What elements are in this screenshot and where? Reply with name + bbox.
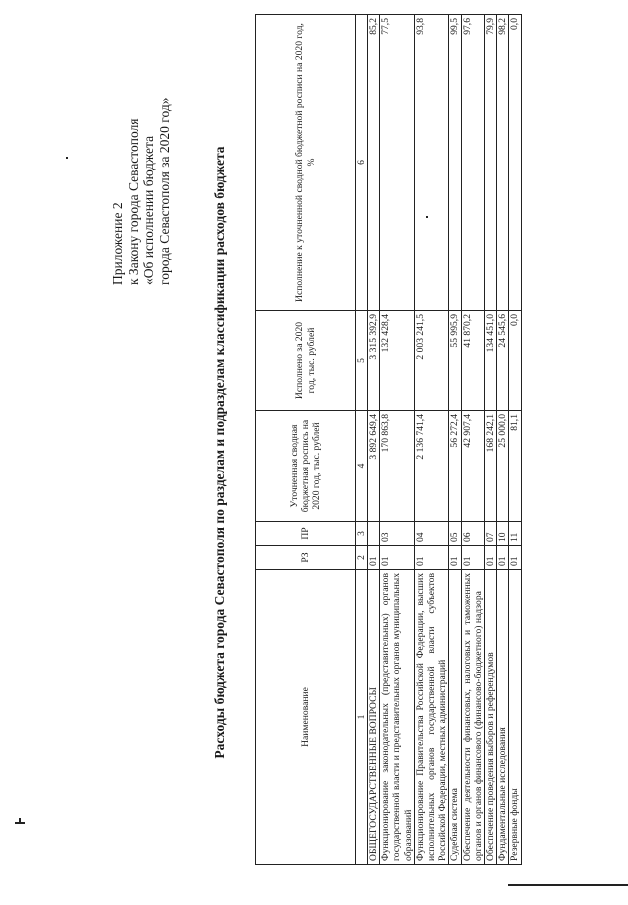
- row-percent: 99,5: [449, 15, 461, 311]
- row-percent: 98,2: [497, 15, 509, 311]
- column-number-row: [356, 15, 368, 865]
- scan-speck: [19, 818, 21, 824]
- header-name: Наименование: [256, 570, 356, 865]
- header-executed: Исполнено за 2020 год, тыс. рублей: [256, 311, 356, 411]
- row-percent: 77,5: [380, 15, 415, 311]
- scan-edge-line: [508, 884, 628, 886]
- column-number: 4: [356, 411, 368, 522]
- table-row: [380, 15, 415, 865]
- header-rz: РЗ: [256, 546, 356, 570]
- row-pr: 06: [461, 522, 484, 546]
- row-percent: 79,9: [485, 15, 497, 311]
- table-row: [449, 15, 461, 865]
- row-rz: 01: [497, 546, 509, 570]
- row-percent: 93,8: [414, 15, 449, 311]
- row-executed: 134 451,0: [485, 311, 497, 411]
- table-row: [497, 15, 509, 865]
- row-planned: 42 907,4: [461, 411, 484, 522]
- appendix-line: к Закону города Севастополя: [125, 118, 141, 285]
- row-pr: [368, 522, 380, 546]
- budget-table: [255, 14, 522, 865]
- appendix-line: города Севастополя за 2020 год»: [156, 97, 172, 285]
- header-pr: ПР: [256, 522, 356, 546]
- row-executed: 55 995,9: [449, 311, 461, 411]
- table-row: [485, 15, 497, 865]
- appendix-line: «Об исполнении бюджета: [141, 135, 156, 285]
- column-number: 2: [356, 546, 368, 570]
- row-pr: 03: [380, 522, 415, 546]
- row-planned: 2 136 741,4: [414, 411, 449, 522]
- row-executed: 2 003 241,5: [414, 311, 449, 411]
- row-planned: 170 863,8: [380, 411, 415, 522]
- row-rz: 01: [380, 546, 415, 570]
- row-planned: 81,1: [509, 411, 521, 522]
- row-rz: 01: [414, 546, 449, 570]
- row-pr: 05: [449, 522, 461, 546]
- row-pr: 04: [414, 522, 449, 546]
- row-rz: 01: [461, 546, 484, 570]
- column-number: 5: [356, 311, 368, 411]
- row-planned: 168 242,1: [485, 411, 497, 522]
- scan-speck: [66, 157, 68, 159]
- column-number: 3: [356, 522, 368, 546]
- row-percent: 85,2: [368, 15, 380, 311]
- row-rz: 01: [485, 546, 497, 570]
- table-row: [509, 15, 521, 865]
- header-percent: Исполнение к уточненной сводной бюджетной росписи на 2020 год, %: [256, 15, 356, 311]
- row-name: Функционирование Правительства Российской Федерации, высших исполнительных органов государственной власти субъектов Российской Федерации, местных администраций: [414, 570, 449, 865]
- row-name: Обеспечение деятельности финансовых, налоговых и таможенных органов и органов финансового (финансово-бюджетного) надзора: [461, 570, 484, 865]
- row-executed: 3 315 392,9: [368, 311, 380, 411]
- row-name: Обеспечение проведения выборов и референдумов: [485, 570, 497, 865]
- row-rz: 01: [509, 546, 521, 570]
- table-row: [368, 15, 380, 865]
- row-executed: 41 870,2: [461, 311, 484, 411]
- row-name: ОБЩЕГОСУДАРСТВЕННЫЕ ВОПРОСЫ: [368, 570, 380, 865]
- header-planned: Уточненная сводная бюджетная роспись на 2020 год, тыс. рублей: [256, 411, 356, 522]
- column-number: 1: [356, 570, 368, 865]
- row-name: Резервные фонды: [509, 570, 521, 865]
- row-pr: 11: [509, 522, 521, 546]
- row-name: Фундаментальные исследования: [497, 570, 509, 865]
- row-planned: 56 272,4: [449, 411, 461, 522]
- row-executed: 0,0: [509, 311, 521, 411]
- column-number: 6: [356, 15, 368, 311]
- document-title: Расходы бюджета города Севастополя по разделам и подразделам классификации расходов бюджета: [212, 146, 227, 759]
- row-executed: 132 428,4: [380, 311, 415, 411]
- row-planned: 25 000,0: [497, 411, 509, 522]
- scan-speck: [426, 216, 428, 218]
- row-percent: 97,6: [461, 15, 484, 311]
- row-pr: 10: [497, 522, 509, 546]
- table-row: [461, 15, 484, 865]
- appendix-line: Приложение 2: [110, 202, 125, 285]
- row-planned: 3 892 649,4: [368, 411, 380, 522]
- row-percent: 0,0: [509, 15, 521, 311]
- row-name: Функционирование законодательных (представительных) органов государственной власти и представительных органов муниципальных образований: [380, 570, 415, 865]
- row-rz: 01: [368, 546, 380, 570]
- appendix-block: [110, 98, 172, 285]
- row-executed: 24 545,6: [497, 311, 509, 411]
- row-pr: 07: [485, 522, 497, 546]
- header-row: [256, 15, 356, 865]
- row-name: Судебная система: [449, 570, 461, 865]
- table-row: [414, 15, 449, 865]
- row-rz: 01: [449, 546, 461, 570]
